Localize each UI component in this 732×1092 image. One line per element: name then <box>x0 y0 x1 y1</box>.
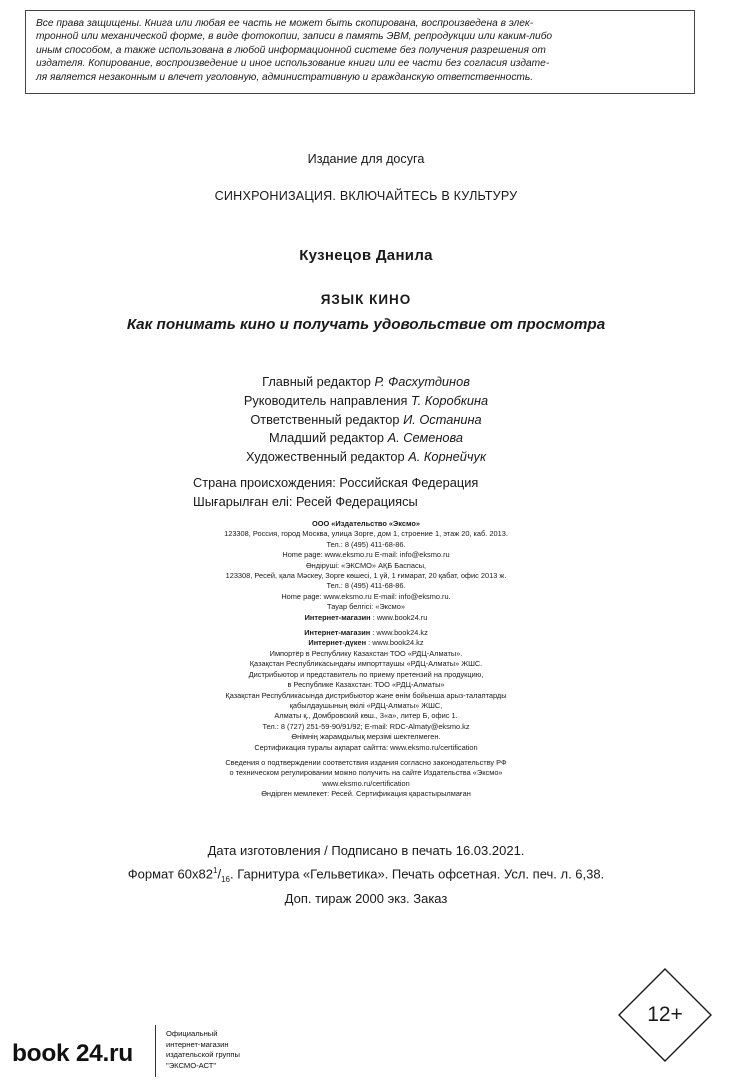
imprint-line <box>0 638 732 648</box>
imprint-line: 123308, Россия, город Москва, улица Зорге, дом 1, строение 1, этаж 20, каб. 2013. <box>224 529 508 539</box>
format-prefix: Формат 60x82 <box>127 865 213 881</box>
copyright-line: иным способом, а также использована в любой информационной системе без получения разрешения от <box>36 44 546 56</box>
printing-format <box>0 861 732 889</box>
origin-ru: Страна происхождения: Российская Федерация <box>193 475 479 490</box>
editor-role: Художественный редактор <box>246 449 405 465</box>
editors-list <box>0 373 732 467</box>
series-name: СИНХРОНИЗАЦИЯ. ВКЛЮЧАЙТЕСЬ В КУЛЬТУРУ <box>214 189 518 203</box>
editor-name: Р. Фасхутдинов <box>374 374 470 389</box>
logo-caption-line: "ЭКСМО-АСТ" <box>166 1060 217 1070</box>
shop-label: Интернет-магазин <box>304 612 371 622</box>
logo-caption-line: Официальный <box>166 1029 218 1038</box>
editor-line <box>0 429 732 448</box>
imprint-line: Қазақстан Республикасындағы импорттаушы «РДЦ-Алматы» ЖШС. <box>249 659 483 669</box>
printing-date: Дата изготовления / Подписано в печать 16.03.2021. <box>207 843 525 858</box>
imprint-line: 123308, Ресей, қала Мәскеу, Зорге көшесі, 1 үй, 1 ғимарат, 20 қабат, офис 2013 ж. <box>225 571 507 581</box>
imprint-line: www.eksmo.ru/certification <box>322 778 410 788</box>
copyright-notice <box>25 10 695 94</box>
format-suffix: . Гарнитура «Гельветика». Печать офсетная. Усл. печ. л. 6,38. <box>229 865 605 881</box>
printing-info <box>0 841 732 908</box>
book-subtitle: Как понимать кино и получать удовольствие от просмотра <box>126 316 606 333</box>
imprint-line: Тауар белгісі: «Эксмо» <box>327 602 405 612</box>
imprint-line: Сведения о подтверждении соответствия издания согласно законодательству РФ <box>225 757 507 767</box>
editor-name: Т. Коробкина <box>410 392 489 408</box>
copyright-line: Все права защищены. Книга или любая ее часть не может быть скопирована, воспроизведена в элек- <box>36 18 534 29</box>
imprint-line: Home page: www.eksmo.ru E-mail: info@eksmo.ru. <box>281 591 451 601</box>
imprint-line: қабылдаушының өкілі «РДЦ-Алматы» ЖШС, <box>289 700 443 710</box>
imprint-line <box>0 613 732 623</box>
age-rating-badge <box>618 968 712 1062</box>
series-label: Издание для досуга <box>307 152 425 166</box>
age-rating-label: 12+ <box>647 1003 683 1026</box>
imprint-line: Импортёр в Республику Казахстан ТОО «РДЦ-Алматы». <box>269 648 463 658</box>
book24-logo: book 24.ru <box>12 1040 133 1067</box>
imprint-line: Home page: www.eksmo.ru E-mail: info@eksmo.ru <box>282 550 450 560</box>
editor-line <box>0 411 732 430</box>
publisher-name: ООО «Издательство «Эксмо» <box>312 519 420 528</box>
country-of-origin <box>193 474 478 512</box>
logo-caption <box>166 1029 240 1071</box>
imprint-line: Өндірген мемлекет: Ресей. Сертификация қарастырылмаған <box>261 789 471 799</box>
format-numerator: 1 <box>212 865 218 875</box>
publisher-imprint <box>0 519 732 800</box>
shop-url: : www.book24.kz <box>370 628 428 638</box>
format-slash: / <box>217 865 222 881</box>
copyright-line: ля является незаконным и влечет уголовную, административную и гражданскую ответственность. <box>36 71 534 83</box>
imprint-line: Алматы қ., Домбровский көш., 3«а», литер Б, офис 1. <box>274 711 458 721</box>
shop-url: : www.book24.ru <box>370 612 428 622</box>
shop-url: : www.book24.kz <box>366 638 424 648</box>
imprint-line: Тел.: 8 (495) 411-68-86. <box>326 539 406 549</box>
imprint-line: Дистрибьютор и представитель по приему претензий на продукцию, <box>248 669 484 679</box>
printing-tirage: Доп. тираж 2000 экз. Заказ <box>284 890 448 906</box>
editor-line <box>0 392 732 411</box>
origin-kz: Шығарылған елі: Ресей Федерациясы <box>193 493 418 509</box>
shop-label: Интернет-дүкен <box>308 638 367 648</box>
imprint-line: в Республике Казахстан: ТОО «РДЦ-Алматы» <box>287 680 445 690</box>
editor-line <box>0 373 732 392</box>
editor-role: Главный редактор <box>262 374 371 389</box>
editor-role: Руководитель направления <box>243 392 408 408</box>
imprint-line: Қазақстан Республикасында дистрибьютор және өнім бойынша арыз-талаптарды <box>225 690 507 700</box>
logo-caption-line: издательской группы <box>166 1050 240 1060</box>
copyright-line: тронной или механической форме, в виде фотокопии, записи в память ЭВМ, репродукции или каким-либо <box>36 31 553 43</box>
editor-line <box>0 448 732 467</box>
imprint-line: Сертификация туралы ақпарат сайтта: www.eksmo.ru/certification <box>254 742 478 752</box>
shop-label: Интернет-магазин <box>304 628 371 638</box>
format-denominator: 16 <box>221 874 230 884</box>
imprint-line <box>0 628 732 638</box>
imprint-line: Өнімнің жарамдылық мерзімі шектелмеген. <box>291 732 441 742</box>
copyright-line: издателя. Копирование, воспроизведение и иное использование книги или ее части без согласия издате- <box>36 58 550 70</box>
editor-name: А. Корнейчук <box>408 449 486 465</box>
imprint-line: о техническом регулировании можно получить на сайте Издательства «Эксмо» <box>229 768 503 778</box>
editor-role: Ответственный редактор <box>250 411 400 427</box>
editor-role: Младший редактор <box>268 430 385 446</box>
logo-divider <box>155 1025 156 1077</box>
editor-name: А. Семенова <box>387 430 464 446</box>
author-name: Кузнецов Данила <box>299 247 433 264</box>
imprint-line: Тел.: 8 (727) 251-59-90/91/92; E-mail: RDC-Almaty@eksmo.kz <box>262 721 470 731</box>
editor-name: И. Останина <box>403 411 482 427</box>
logo-caption-line: интернет-магазин <box>166 1039 229 1049</box>
book-title: ЯЗЫК КИНО <box>320 292 412 307</box>
imprint-line: Тел.: 8 (495) 411-68-86. <box>326 581 406 591</box>
imprint-line: Өндіруші: «ЭКСМО» АҚБ Баспасы, <box>305 560 427 570</box>
